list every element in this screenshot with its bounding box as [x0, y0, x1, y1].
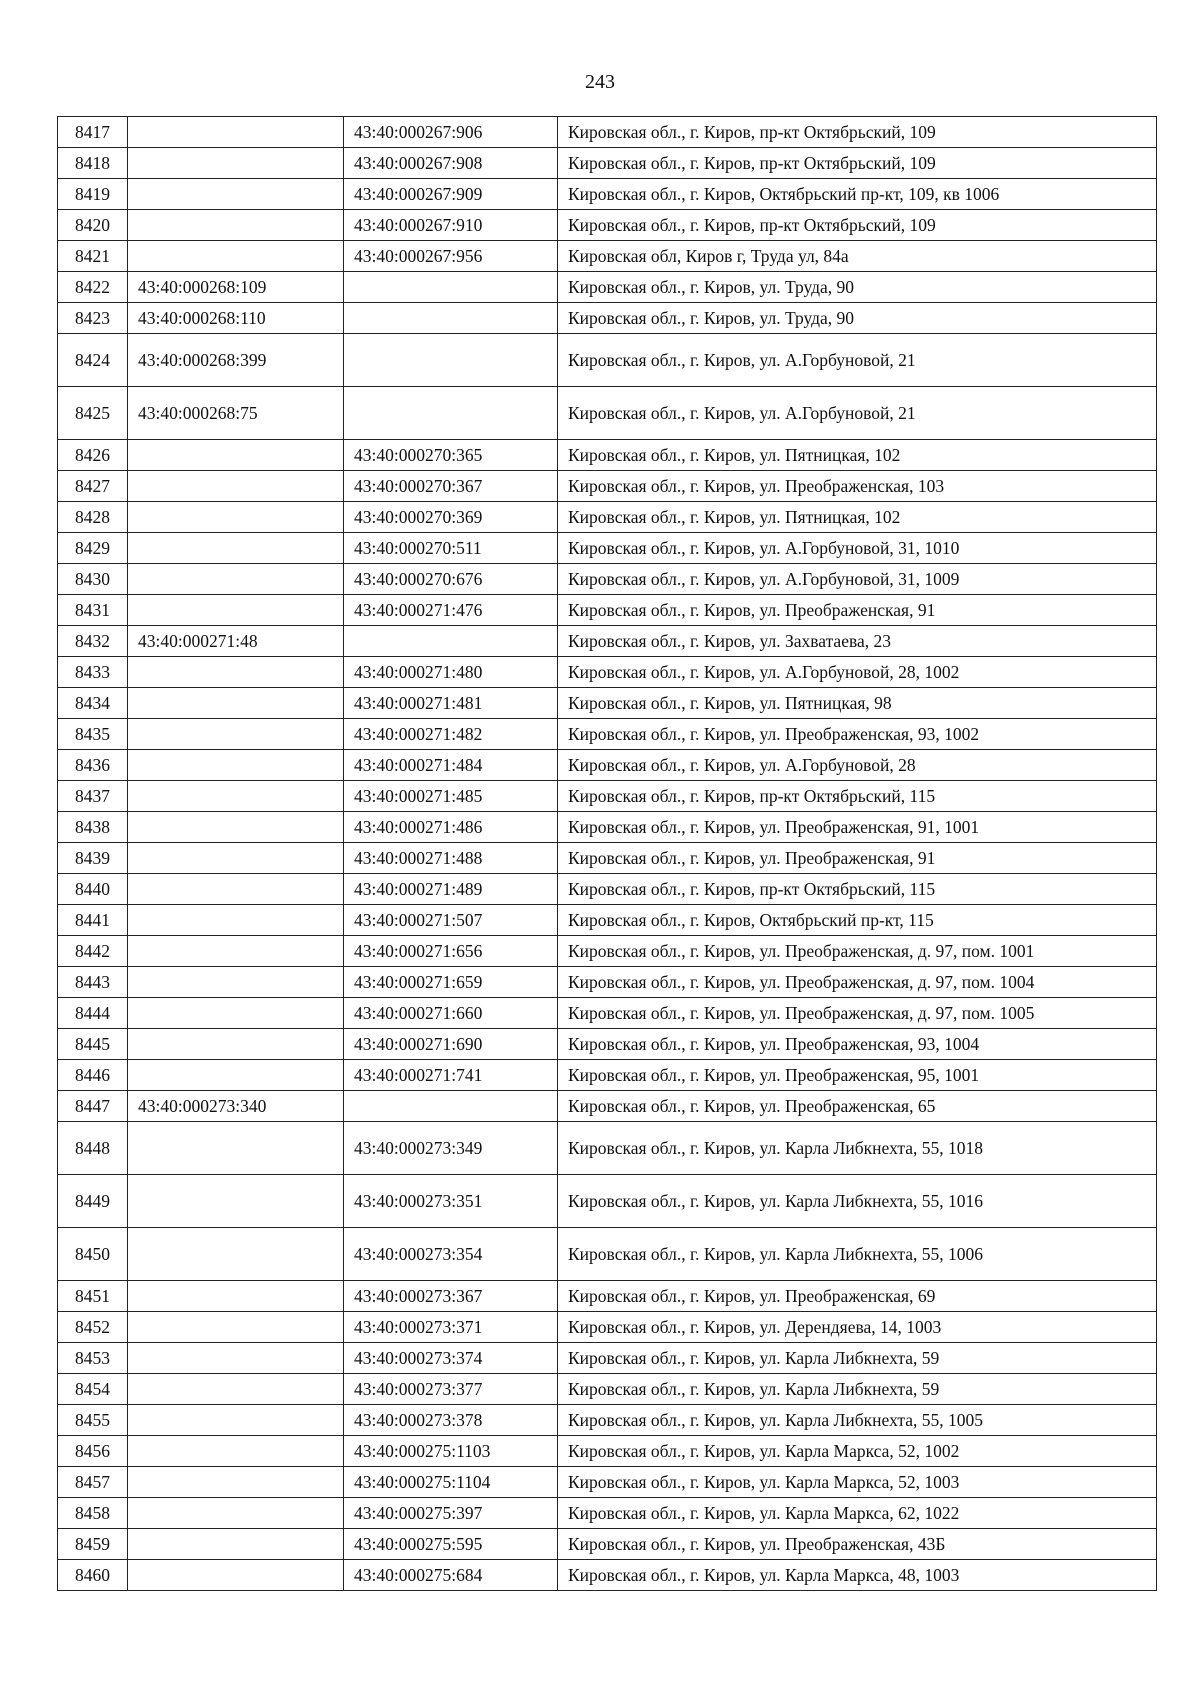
table-row	[58, 1529, 1157, 1560]
table-row	[58, 272, 1157, 303]
table-row	[58, 303, 1157, 334]
address-cell: Кировская обл., г. Киров, ул. Преображенская, 93, 1002	[558, 719, 1157, 750]
land-cadastral-cell	[128, 874, 344, 905]
address-cell: Кировская обл., г. Киров, ул. Преображенская, д. 97, пом. 1001	[558, 936, 1157, 967]
row-number-cell: 8418	[58, 148, 128, 179]
address-cell: Кировская обл., г. Киров, ул. А.Горбуновой, 31, 1010	[558, 533, 1157, 564]
table-row	[58, 440, 1157, 471]
address-cell: Кировская обл., г. Киров, ул. Пятницкая, 98	[558, 688, 1157, 719]
land-cadastral-cell	[128, 241, 344, 272]
address-cell: Кировская обл., г. Киров, ул. Преображенская, 91, 1001	[558, 812, 1157, 843]
row-number-cell: 8452	[58, 1312, 128, 1343]
row-number-cell: 8453	[58, 1343, 128, 1374]
address-cell: Кировская обл., г. Киров, пр-кт Октябрьский, 109	[558, 210, 1157, 241]
row-number-cell: 8445	[58, 1029, 128, 1060]
building-cadastral-cell: 43:40:000273:354	[344, 1228, 558, 1281]
address-cell: Кировская обл., г. Киров, ул. Преображенская, 65	[558, 1091, 1157, 1122]
address-cell: Кировская обл., г. Киров, ул. Дерендяева, 14, 1003	[558, 1312, 1157, 1343]
address-cell: Кировская обл., г. Киров, ул. Пятницкая, 102	[558, 440, 1157, 471]
table-row	[58, 471, 1157, 502]
land-cadastral-cell	[128, 750, 344, 781]
address-cell: Кировская обл., г. Киров, ул. А.Горбуновой, 21	[558, 387, 1157, 440]
address-cell: Кировская обл., г. Киров, ул. Преображенская, 91	[558, 843, 1157, 874]
land-cadastral-cell	[128, 812, 344, 843]
address-cell: Кировская обл., г. Киров, ул. А.Горбуновой, 21	[558, 334, 1157, 387]
land-cadastral-cell	[128, 688, 344, 719]
land-cadastral-cell	[128, 1436, 344, 1467]
land-cadastral-cell	[128, 1374, 344, 1405]
building-cadastral-cell: 43:40:000271:476	[344, 595, 558, 626]
building-cadastral-cell: 43:40:000273:367	[344, 1281, 558, 1312]
row-number-cell: 8424	[58, 334, 128, 387]
land-cadastral-cell	[128, 781, 344, 812]
land-cadastral-cell	[128, 148, 344, 179]
address-cell: Кировская обл., г. Киров, ул. Труда, 90	[558, 303, 1157, 334]
address-cell: Кировская обл., г. Киров, ул. Карла Либкнехта, 55, 1016	[558, 1175, 1157, 1228]
address-cell: Кировская обл., г. Киров, ул. Преображенская, 69	[558, 1281, 1157, 1312]
row-number-cell: 8438	[58, 812, 128, 843]
building-cadastral-cell: 43:40:000267:908	[344, 148, 558, 179]
building-cadastral-cell: 43:40:000270:676	[344, 564, 558, 595]
address-cell: Кировская обл., г. Киров, ул. Карла Либкнехта, 55, 1005	[558, 1405, 1157, 1436]
address-cell: Кировская обл., г. Киров, пр-кт Октябрьский, 109	[558, 148, 1157, 179]
row-number-cell: 8428	[58, 502, 128, 533]
row-number-cell: 8429	[58, 533, 128, 564]
land-cadastral-cell	[128, 1175, 344, 1228]
row-number-cell: 8432	[58, 626, 128, 657]
land-cadastral-cell	[128, 843, 344, 874]
row-number-cell: 8449	[58, 1175, 128, 1228]
land-cadastral-cell	[128, 471, 344, 502]
row-number-cell: 8455	[58, 1405, 128, 1436]
address-cell: Кировская обл., г. Киров, ул. А.Горбуновой, 28, 1002	[558, 657, 1157, 688]
address-cell: Кировская обл., г. Киров, ул. Захватаева, 23	[558, 626, 1157, 657]
building-cadastral-cell: 43:40:000267:906	[344, 117, 558, 148]
address-cell: Кировская обл., г. Киров, ул. Преображенская, д. 97, пом. 1005	[558, 998, 1157, 1029]
land-cadastral-cell	[128, 1467, 344, 1498]
land-cadastral-cell	[128, 1060, 344, 1091]
land-cadastral-cell	[128, 533, 344, 564]
row-number-cell: 8460	[58, 1560, 128, 1591]
building-cadastral-cell	[344, 626, 558, 657]
table-row	[58, 750, 1157, 781]
land-cadastral-cell	[128, 440, 344, 471]
building-cadastral-cell: 43:40:000271:486	[344, 812, 558, 843]
land-cadastral-cell	[128, 1228, 344, 1281]
building-cadastral-cell: 43:40:000271:484	[344, 750, 558, 781]
land-cadastral-cell	[128, 1343, 344, 1374]
row-number-cell: 8420	[58, 210, 128, 241]
land-cadastral-cell	[128, 117, 344, 148]
table-row	[58, 595, 1157, 626]
table-row	[58, 387, 1157, 440]
land-cadastral-cell	[128, 1498, 344, 1529]
row-number-cell: 8459	[58, 1529, 128, 1560]
building-cadastral-cell: 43:40:000271:480	[344, 657, 558, 688]
building-cadastral-cell	[344, 272, 558, 303]
land-cadastral-cell	[128, 1029, 344, 1060]
building-cadastral-cell: 43:40:000275:1104	[344, 1467, 558, 1498]
table-row	[58, 334, 1157, 387]
table-row	[58, 967, 1157, 998]
table-row	[58, 1560, 1157, 1591]
building-cadastral-cell	[344, 1091, 558, 1122]
building-cadastral-cell: 43:40:000275:684	[344, 1560, 558, 1591]
building-cadastral-cell: 43:40:000275:595	[344, 1529, 558, 1560]
row-number-cell: 8441	[58, 905, 128, 936]
table-row	[58, 1281, 1157, 1312]
land-cadastral-cell	[128, 998, 344, 1029]
address-cell: Кировская обл., г. Киров, ул. Преображенская, 93, 1004	[558, 1029, 1157, 1060]
address-cell: Кировская обл., г. Киров, ул. Преображенская, 43Б	[558, 1529, 1157, 1560]
address-cell: Кировская обл., г. Киров, ул. Пятницкая, 102	[558, 502, 1157, 533]
row-number-cell: 8448	[58, 1122, 128, 1175]
row-number-cell: 8442	[58, 936, 128, 967]
address-cell: Кировская обл., г. Киров, Октябрьский пр-кт, 109, кв 1006	[558, 179, 1157, 210]
row-number-cell: 8417	[58, 117, 128, 148]
row-number-cell: 8436	[58, 750, 128, 781]
page-number: 243	[585, 71, 615, 93]
registry-table-body	[58, 117, 1157, 1591]
row-number-cell: 8426	[58, 440, 128, 471]
row-number-cell: 8458	[58, 1498, 128, 1529]
address-cell: Кировская обл., г. Киров, ул. Карла Маркса, 52, 1002	[558, 1436, 1157, 1467]
building-cadastral-cell	[344, 387, 558, 440]
address-cell: Кировская обл., г. Киров, ул. Преображенская, 91	[558, 595, 1157, 626]
table-row	[58, 564, 1157, 595]
table-row	[58, 874, 1157, 905]
table-row	[58, 533, 1157, 564]
land-cadastral-cell	[128, 1281, 344, 1312]
address-cell: Кировская обл, Киров г, Труда ул, 84а	[558, 241, 1157, 272]
building-cadastral-cell: 43:40:000270:511	[344, 533, 558, 564]
land-cadastral-cell	[128, 502, 344, 533]
land-cadastral-cell	[128, 657, 344, 688]
building-cadastral-cell	[344, 303, 558, 334]
address-cell: Кировская обл., г. Киров, ул. Карла Либкнехта, 55, 1018	[558, 1122, 1157, 1175]
address-cell: Кировская обл., г. Киров, пр-кт Октябрьский, 115	[558, 781, 1157, 812]
table-row	[58, 241, 1157, 272]
row-number-cell: 8444	[58, 998, 128, 1029]
building-cadastral-cell: 43:40:000271:488	[344, 843, 558, 874]
table-row	[58, 781, 1157, 812]
table-row	[58, 1343, 1157, 1374]
row-number-cell: 8437	[58, 781, 128, 812]
building-cadastral-cell: 43:40:000271:489	[344, 874, 558, 905]
row-number-cell: 8423	[58, 303, 128, 334]
address-cell: Кировская обл., г. Киров, ул. Карла Маркса, 52, 1003	[558, 1467, 1157, 1498]
land-cadastral-cell: 43:40:000268:109	[128, 272, 344, 303]
table-row	[58, 1122, 1157, 1175]
table-row	[58, 905, 1157, 936]
building-cadastral-cell: 43:40:000273:377	[344, 1374, 558, 1405]
table-row	[58, 998, 1157, 1029]
address-cell: Кировская обл., г. Киров, пр-кт Октябрьский, 109	[558, 117, 1157, 148]
address-cell: Кировская обл., г. Киров, ул. Преображенская, д. 97, пом. 1004	[558, 967, 1157, 998]
land-cadastral-cell	[128, 1560, 344, 1591]
registry-table	[57, 116, 1157, 1591]
table-row	[58, 1498, 1157, 1529]
address-cell: Кировская обл., г. Киров, пр-кт Октябрьский, 115	[558, 874, 1157, 905]
land-cadastral-cell: 43:40:000268:110	[128, 303, 344, 334]
land-cadastral-cell: 43:40:000271:48	[128, 626, 344, 657]
address-cell: Кировская обл., г. Киров, ул. Карла Либкнехта, 59	[558, 1343, 1157, 1374]
table-row	[58, 1091, 1157, 1122]
table-row	[58, 657, 1157, 688]
row-number-cell: 8435	[58, 719, 128, 750]
building-cadastral-cell: 43:40:000271:481	[344, 688, 558, 719]
land-cadastral-cell	[128, 1312, 344, 1343]
land-cadastral-cell	[128, 967, 344, 998]
building-cadastral-cell: 43:40:000275:397	[344, 1498, 558, 1529]
building-cadastral-cell: 43:40:000273:371	[344, 1312, 558, 1343]
address-cell: Кировская обл., г. Киров, ул. А.Горбуновой, 31, 1009	[558, 564, 1157, 595]
building-cadastral-cell: 43:40:000275:1103	[344, 1436, 558, 1467]
row-number-cell: 8433	[58, 657, 128, 688]
land-cadastral-cell: 43:40:000268:75	[128, 387, 344, 440]
table-row	[58, 179, 1157, 210]
address-cell: Кировская обл., г. Киров, ул. Карла Либкнехта, 55, 1006	[558, 1228, 1157, 1281]
row-number-cell: 8456	[58, 1436, 128, 1467]
land-cadastral-cell	[128, 595, 344, 626]
row-number-cell: 8434	[58, 688, 128, 719]
land-cadastral-cell	[128, 179, 344, 210]
address-cell: Кировская обл., г. Киров, ул. Преображенская, 103	[558, 471, 1157, 502]
row-number-cell: 8430	[58, 564, 128, 595]
building-cadastral-cell: 43:40:000270:369	[344, 502, 558, 533]
building-cadastral-cell: 43:40:000273:378	[344, 1405, 558, 1436]
row-number-cell: 8431	[58, 595, 128, 626]
address-cell: Кировская обл., г. Киров, ул. Преображенская, 95, 1001	[558, 1060, 1157, 1091]
table-row	[58, 719, 1157, 750]
address-cell: Кировская обл., г. Киров, ул. А.Горбуновой, 28	[558, 750, 1157, 781]
building-cadastral-cell: 43:40:000271:660	[344, 998, 558, 1029]
row-number-cell: 8425	[58, 387, 128, 440]
building-cadastral-cell: 43:40:000271:741	[344, 1060, 558, 1091]
table-row	[58, 812, 1157, 843]
table-row	[58, 1312, 1157, 1343]
building-cadastral-cell: 43:40:000271:482	[344, 719, 558, 750]
building-cadastral-cell: 43:40:000270:365	[344, 440, 558, 471]
address-cell: Кировская обл., г. Киров, ул. Карла Либкнехта, 59	[558, 1374, 1157, 1405]
row-number-cell: 8454	[58, 1374, 128, 1405]
land-cadastral-cell: 43:40:000273:340	[128, 1091, 344, 1122]
building-cadastral-cell: 43:40:000271:690	[344, 1029, 558, 1060]
building-cadastral-cell	[344, 334, 558, 387]
table-row	[58, 210, 1157, 241]
table-row	[58, 1175, 1157, 1228]
table-row	[58, 688, 1157, 719]
address-cell: Кировская обл., г. Киров, Октябрьский пр-кт, 115	[558, 905, 1157, 936]
table-row	[58, 843, 1157, 874]
building-cadastral-cell: 43:40:000267:910	[344, 210, 558, 241]
building-cadastral-cell: 43:40:000270:367	[344, 471, 558, 502]
table-row	[58, 502, 1157, 533]
building-cadastral-cell: 43:40:000271:659	[344, 967, 558, 998]
row-number-cell: 8443	[58, 967, 128, 998]
land-cadastral-cell	[128, 1405, 344, 1436]
land-cadastral-cell	[128, 1122, 344, 1175]
row-number-cell: 8422	[58, 272, 128, 303]
land-cadastral-cell	[128, 905, 344, 936]
row-number-cell: 8446	[58, 1060, 128, 1091]
table-row	[58, 626, 1157, 657]
row-number-cell: 8447	[58, 1091, 128, 1122]
land-cadastral-cell	[128, 564, 344, 595]
building-cadastral-cell: 43:40:000273:351	[344, 1175, 558, 1228]
row-number-cell: 8440	[58, 874, 128, 905]
building-cadastral-cell: 43:40:000271:656	[344, 936, 558, 967]
land-cadastral-cell: 43:40:000268:399	[128, 334, 344, 387]
land-cadastral-cell	[128, 1529, 344, 1560]
table-row	[58, 1467, 1157, 1498]
row-number-cell: 8419	[58, 179, 128, 210]
building-cadastral-cell: 43:40:000273:349	[344, 1122, 558, 1175]
table-row	[58, 936, 1157, 967]
row-number-cell: 8450	[58, 1228, 128, 1281]
row-number-cell: 8451	[58, 1281, 128, 1312]
table-row	[58, 1436, 1157, 1467]
row-number-cell: 8427	[58, 471, 128, 502]
address-cell: Кировская обл., г. Киров, ул. Карла Маркса, 62, 1022	[558, 1498, 1157, 1529]
table-row	[58, 1060, 1157, 1091]
table-row	[58, 1029, 1157, 1060]
land-cadastral-cell	[128, 719, 344, 750]
address-cell: Кировская обл., г. Киров, ул. Труда, 90	[558, 272, 1157, 303]
table-row	[58, 1405, 1157, 1436]
table-row	[58, 117, 1157, 148]
building-cadastral-cell: 43:40:000267:909	[344, 179, 558, 210]
table-row	[58, 1228, 1157, 1281]
building-cadastral-cell: 43:40:000273:374	[344, 1343, 558, 1374]
building-cadastral-cell: 43:40:000271:485	[344, 781, 558, 812]
table-row	[58, 148, 1157, 179]
land-cadastral-cell	[128, 936, 344, 967]
building-cadastral-cell: 43:40:000267:956	[344, 241, 558, 272]
table-row	[58, 1374, 1157, 1405]
row-number-cell: 8457	[58, 1467, 128, 1498]
address-cell: Кировская обл., г. Киров, ул. Карла Маркса, 48, 1003	[558, 1560, 1157, 1591]
land-cadastral-cell	[128, 210, 344, 241]
row-number-cell: 8421	[58, 241, 128, 272]
row-number-cell: 8439	[58, 843, 128, 874]
building-cadastral-cell: 43:40:000271:507	[344, 905, 558, 936]
